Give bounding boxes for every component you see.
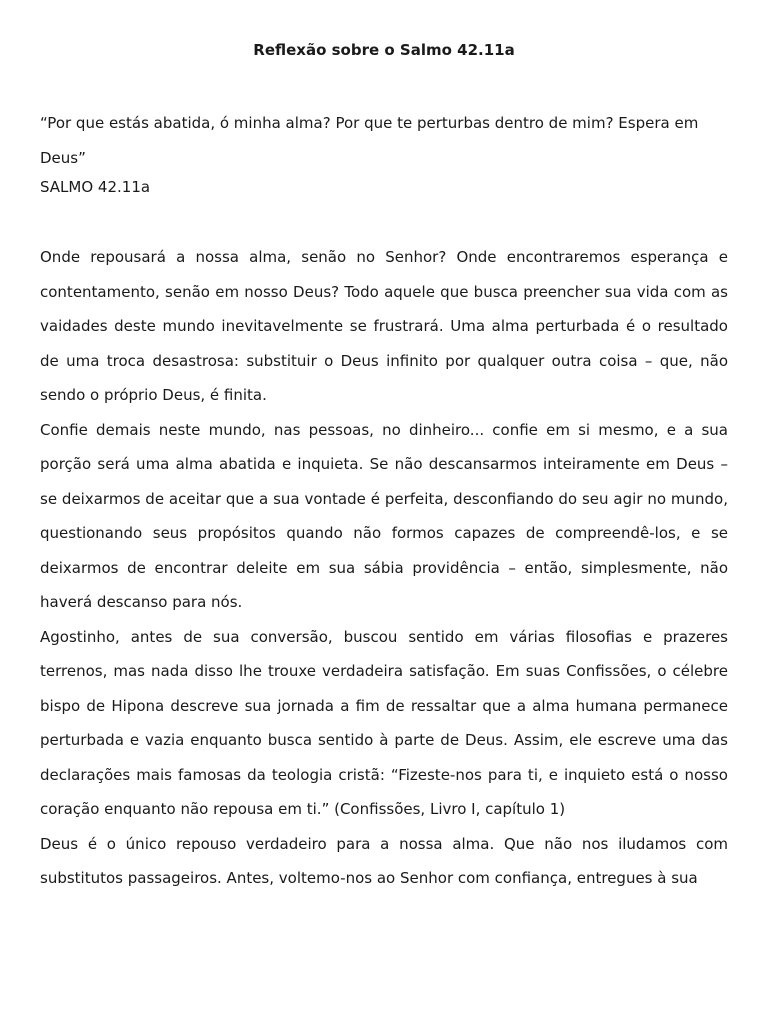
body-text <box>40 240 728 896</box>
paragraph-1: Onde repousará a nossa alma, senão no Senhor? Onde encontraremos esperança e contentamento, senão em nosso Deus? Todo aquele que busca preencher sua vida com as vaidades deste mundo inevitavelmente se frustrará. Uma alma perturbada é o resultado de uma troca desastrosa: substituir o Deus infinito por qualquer outra coisa – que, não sendo o próprio Deus, é finita. <box>40 248 728 404</box>
document-title: Reflexão sobre o Salmo 42.11a <box>253 41 515 59</box>
paragraph-2: Confie demais neste mundo, nas pessoas, no dinheiro... confie em si mesmo, e a sua porção será uma alma abatida e inquieta. Se não descansarmos inteiramente em Deus – se deixarmos de aceitar que a sua vontade é perfeita, desconfiando do seu agir no mundo, questionando seus propósitos quando não formos capazes de compreendê-los, e se deixarmos de encontrar deleite em sua sábia providência – então, simplesmente, não haverá descanso para nós. <box>40 420 728 611</box>
paragraph-3: Agostinho, antes de sua conversão, buscou sentido em várias filosofias e prazeres terrenos, mas nada disso lhe trouxe verdadeira satisfação. Em suas Confissões, o célebre bispo de Hipona descreve sua jornada a fim de ressaltar que a alma humana permanece perturbada e vazia enquanto busca sentido à parte de Deus. Assim, ele escreve uma das declarações mais famosas da teologia cristã: “Fizeste-nos para ti, e inquieto está o nosso coração enquanto não repousa em ti.” (Confissões, Livro I, capítulo 1) <box>40 627 728 818</box>
psalm-reference: SALMO 42.11a <box>40 178 151 196</box>
psalm-quote: “Por que estás abatida, ó minha alma? Por que te perturbas dentro de mim? Espera em Deus” <box>40 114 699 167</box>
paragraph-4: Deus é o único repouso verdadeiro para a nossa alma. Que não nos iludamos com substitutos passageiros. Antes, voltemo-nos ao Senhor com confiança, entregues à sua <box>40 834 728 887</box>
